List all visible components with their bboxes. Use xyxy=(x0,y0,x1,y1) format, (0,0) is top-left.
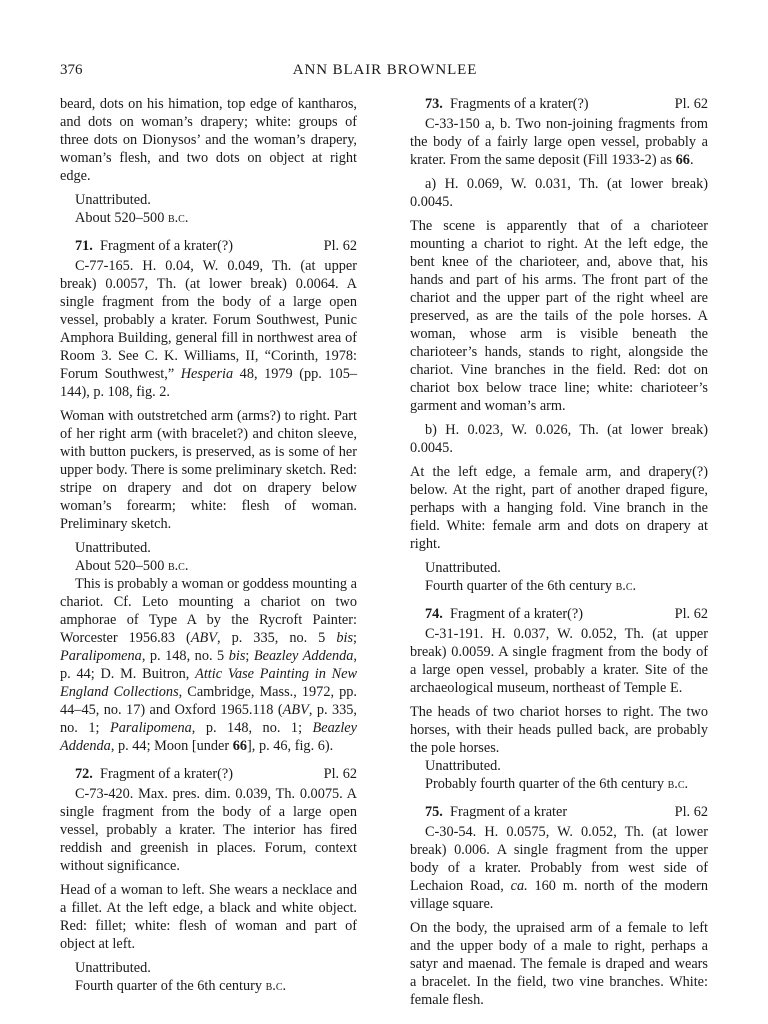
right-column xyxy=(410,95,708,1015)
catalogue-entry-74 xyxy=(410,605,708,793)
entry-scene: Woman with outstretched arm (arms?) to right. Part of her right arm (with bracelet?) and chiton sleeve, with button puckers, is preserved, as is some of her upper body. There is some preliminary sketch. Red: stripe on drapery and dot on drapery below woman’s forearm; white: flesh of woman. Preliminary sketch. xyxy=(60,408,357,532)
catalogue-entry-73 xyxy=(410,95,708,595)
catalogue-entry-75 xyxy=(410,803,708,1009)
plate-reference: Pl. 62 xyxy=(323,766,357,782)
entry-heading xyxy=(60,765,357,783)
entry-scene: On the body, the upraised arm of a female to left and the upper body of a male to right, perhaps a satyr and maenad. The female is draped and wears a bracelet. In the field, two vine branches. White: female flesh. xyxy=(410,920,708,1008)
entry-number: 73. xyxy=(425,96,443,112)
entry-title: 74. Fragment of a krater(?) xyxy=(425,606,584,622)
entry-description: C-73-420. Max. pres. dim. 0.039, Th. 0.0075. A single fragment from the body of a large open vessel, probably a krater. The interior has fired reddish and greenish in places. Forum, context without significance. xyxy=(60,786,357,874)
fragment-b-scene: At the left edge, a female arm, and drapery(?) below. At the right, part of another draped figure, perhaps with a hanging fold. Vine branch in the field. White: female arm and dots on drapery at right. xyxy=(410,464,708,552)
entry-number: 72. xyxy=(75,766,93,782)
plate-reference: Pl. 62 xyxy=(674,606,708,622)
running-title: ANN BLAIR BROWNLEE xyxy=(292,62,478,78)
fragment-b-dimensions: b) H. 0.023, W. 0.026, Th. (at lower break) 0.0045. xyxy=(410,422,708,456)
left-column xyxy=(60,95,357,995)
entry-scene: The heads of two chariot horses to right. The two horses, with their heads pulled back, are probably the pole horses. xyxy=(410,704,708,756)
entry-attribution: Unattributed. xyxy=(425,560,501,576)
entry-date: Probably fourth quarter of the 6th century b.c. xyxy=(425,776,689,792)
entry-description: C-33-150 a, b. Two non-joining fragments from the body of a fairly large open vessel, probably a krater. From the same deposit (Fill 1933-2) as 66. xyxy=(410,116,708,168)
entry-description: C-77-165. H. 0.04, W. 0.049, Th. (at upper break) 0.0057, Th. (at lower break) 0.0064. A single fragment from the body of a large open vessel, probably a krater. Forum Southwest, Punic Amphora Building, general fill in northwest area of Room 3. See C. K. Williams, II, “Corinth, 1978: Forum Southwest,” Hesperia 48, 1979 (pp. 105–144), p. 108, fig. 2. xyxy=(60,258,357,400)
entry-commentary: This is probably a woman or goddess mounting a chariot. Cf. Leto mounting a chariot on two amphorae of Type A by the Rycroft Painter: Worcester 1956.83 (ABV, p. 335, no. 5 bis; Paralipomena, p. 148, no. 5 bis; Beazley Addenda, p. 44; D. M. Buitron, Attic Vase Painting in New England Collections, Cambridge, Mass., 1972, pp. 44–45, no. 17) and Oxford 1965.118 (ABV, p. 335, no. 1; Paralipomena, p. 148, no. 1; Beazley Addenda, p. 44; Moon [under 66], p. 46, fig. 6). xyxy=(60,576,357,754)
page-header xyxy=(60,62,710,82)
entry-heading xyxy=(410,95,708,113)
entry-heading xyxy=(410,803,708,821)
entry-title: 71. Fragment of a krater(?) xyxy=(75,238,234,254)
continued-date: About 520–500 b.c. xyxy=(75,210,189,226)
entry-date: Fourth quarter of the 6th century b.c. xyxy=(425,578,637,594)
catalogue-entry-71 xyxy=(60,237,357,755)
entry-number: 71. xyxy=(75,238,93,254)
page-number: 376 xyxy=(60,62,83,78)
entry-title: 73. Fragments of a krater(?) xyxy=(425,96,589,112)
entry-scene: Head of a woman to left. She wears a necklace and a fillet. At the left edge, a black and white object. Red: fillet; white: flesh of woman and part of object at left. xyxy=(60,882,357,952)
fragment-a-scene: The scene is apparently that of a charioteer mounting a chariot to right. At the left edge, the bent knee of the charioteer, and, above that, his hands and part of his arms. The front part of the chariot and the upper part of the right wheel are preserved, as are the tails of the pole horses. A woman, whose arm is visible beneath the charioteer’s hands, stands to right, alongside the chariot. Vine branches in the field. Red: dot on chariot box below trace line; white: charioteer’s garment and woman’s arm. xyxy=(410,218,708,414)
entry-heading xyxy=(60,237,357,255)
plate-reference: Pl. 62 xyxy=(674,96,708,112)
plate-reference: Pl. 62 xyxy=(674,804,708,820)
entry-title: 72. Fragment of a krater(?) xyxy=(75,766,234,782)
entry-number: 74. xyxy=(425,606,443,622)
entry-attribution: Unattributed. xyxy=(75,540,151,556)
continued-paragraph: beard, dots on his himation, top edge of kantharos, and dots on woman’s drapery; white: groups of three dots on Dionysos’ and the woman’s drapery, woman’s flesh, and two dots on object at right edge. xyxy=(60,96,357,184)
plate-reference: Pl. 62 xyxy=(323,238,357,254)
entry-attribution: Unattributed. xyxy=(75,960,151,976)
fragment-a-dimensions: a) H. 0.069, W. 0.031, Th. (at lower break) 0.0045. xyxy=(410,176,708,210)
entry-number: 75. xyxy=(425,804,443,820)
entry-heading xyxy=(410,605,708,623)
continued-attribution: Unattributed. xyxy=(75,192,151,208)
entry-attribution: Unattributed. xyxy=(425,758,501,774)
entry-title: 75. Fragment of a krater xyxy=(425,804,568,820)
entry-description: C-30-54. H. 0.0575, W. 0.052, Th. (at lower break) 0.006. A single fragment from the upper body of a krater. Probably from west side of Lechaion Road, ca. 160 m. north of the modern village square. xyxy=(410,824,708,912)
entry-description: C-31-191. H. 0.037, W. 0.052, Th. (at upper break) 0.0059. A single fragment from the body of a large open vessel, probably a krater. Site of the archaeological museum, northeast of Temple E. xyxy=(410,626,708,696)
catalogue-entry-72 xyxy=(60,765,357,995)
entry-date: Fourth quarter of the 6th century b.c. xyxy=(75,978,287,994)
entry-date: About 520–500 b.c. xyxy=(75,558,189,574)
